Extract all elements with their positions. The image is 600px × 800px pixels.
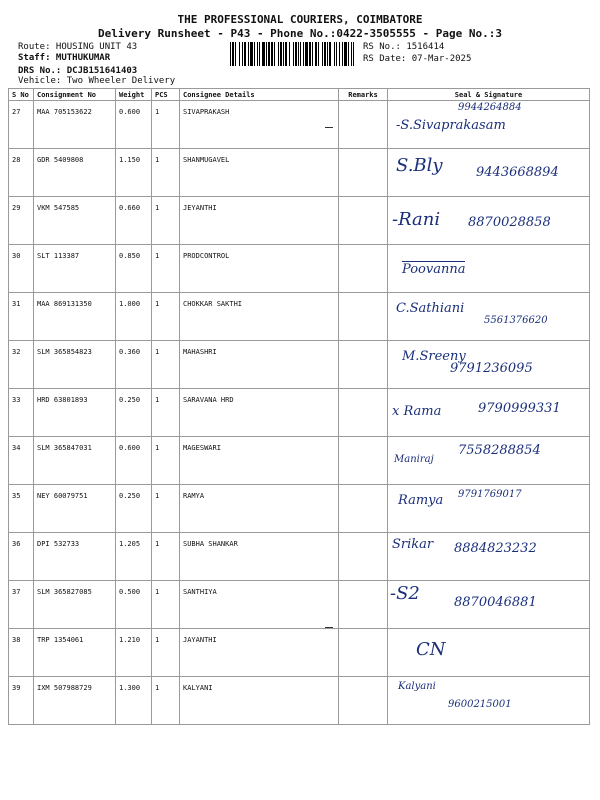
remarks-cell	[339, 245, 388, 293]
consignment-cell: TRP 1354061	[34, 629, 116, 677]
consignee-cell: SHANMUGAVEL	[180, 149, 339, 197]
sno-cell: 27	[9, 101, 34, 149]
consignee-cell: SARAVANA HRD	[180, 389, 339, 437]
pcs-cell: 1	[152, 581, 180, 629]
weight-cell: 0.600	[116, 437, 152, 485]
remarks-cell	[339, 437, 388, 485]
signature-phone: 9443668894	[476, 165, 559, 180]
signature-name: Ramya	[398, 493, 444, 508]
signature-cell	[388, 293, 590, 341]
consignee-cell: SANTHIYA	[180, 581, 339, 629]
remarks-cell	[339, 149, 388, 197]
signature-cell	[388, 629, 590, 677]
sno-cell: 32	[9, 341, 34, 389]
weight-cell: 1.205	[116, 533, 152, 581]
table-row	[9, 485, 590, 533]
drs-number: DRS No.: DCJB151641403	[18, 66, 138, 76]
pcs-cell: 1	[152, 533, 180, 581]
signature-name: S.Bly	[396, 155, 443, 176]
col-header-remarks: Remarks	[339, 89, 388, 101]
signature-phone: 5561376620	[484, 315, 548, 326]
weight-cell: 0.250	[116, 389, 152, 437]
sno-cell: 34	[9, 437, 34, 485]
consignee-cell: PRODCONTROL	[180, 245, 339, 293]
remarks-cell	[339, 581, 388, 629]
pcs-cell: 1	[152, 245, 180, 293]
consignment-cell: SLM 365847031	[34, 437, 116, 485]
table-row	[9, 437, 590, 485]
signature-name: M.Sreeny	[402, 349, 466, 364]
table-row	[9, 629, 590, 677]
vehicle-label: Vehicle: Two Wheeler Delivery	[18, 76, 176, 86]
signature-name: -S.Sivaprakasam	[396, 118, 506, 133]
signature-name: C.Sathiani	[396, 301, 465, 316]
table-row	[9, 149, 590, 197]
signature-cell	[388, 437, 590, 485]
weight-cell: 0.250	[116, 485, 152, 533]
signature-cell	[388, 341, 590, 389]
weight-cell: 0.500	[116, 581, 152, 629]
table-row	[9, 341, 590, 389]
signature-cell	[388, 389, 590, 437]
pcs-cell: 1	[152, 293, 180, 341]
pcs-cell: 1	[152, 101, 180, 149]
rs-date: RS Date: 07-Mar-2025	[363, 54, 472, 64]
signature-cell	[388, 101, 590, 149]
table-row	[9, 197, 590, 245]
signature-name: x Rama	[392, 404, 442, 419]
runsheet-table	[8, 88, 590, 725]
signature-cell	[388, 197, 590, 245]
consignment-cell: SLM 365827085	[34, 581, 116, 629]
signature-name: Srikar	[392, 537, 434, 552]
consignee-cell: MAHASHRI	[180, 341, 339, 389]
signature-phone: 9944264884	[458, 102, 522, 113]
remarks-cell	[339, 101, 388, 149]
sno-cell: 37	[9, 581, 34, 629]
pcs-cell: 1	[152, 389, 180, 437]
weight-cell: 1.150	[116, 149, 152, 197]
sno-cell: 39	[9, 677, 34, 725]
consignee-cell: RAMYA	[180, 485, 339, 533]
remarks-cell	[339, 485, 388, 533]
signature-cell	[388, 245, 590, 293]
consignee-cell: JEYANTHI	[180, 197, 339, 245]
sno-cell: 38	[9, 629, 34, 677]
remarks-cell	[339, 629, 388, 677]
sno-cell: 29	[9, 197, 34, 245]
weight-cell: 1.210	[116, 629, 152, 677]
weight-cell: 1.300	[116, 677, 152, 725]
pcs-cell: 1	[152, 341, 180, 389]
weight-cell: 1.000	[116, 293, 152, 341]
runsheet-subtitle: Delivery Runsheet - P43 - Phone No.:0422-3505555 - Page No.:3	[98, 27, 502, 40]
signature-phone: 9790999331	[478, 401, 561, 416]
consignee-cell: KALYANI	[180, 677, 339, 725]
weight-cell: 0.660	[116, 197, 152, 245]
pcs-cell: 1	[152, 629, 180, 677]
table-row	[9, 293, 590, 341]
sno-cell: 33	[9, 389, 34, 437]
signature-phone: 9791769017	[458, 489, 522, 500]
signature-phone: 8870046881	[454, 595, 537, 610]
pcs-cell: 1	[152, 197, 180, 245]
remarks-cell	[339, 677, 388, 725]
weight-cell: 0.360	[116, 341, 152, 389]
sno-cell: 30	[9, 245, 34, 293]
consignment-cell: MAA 705153622	[34, 101, 116, 149]
consignment-cell: VKM 547585	[34, 197, 116, 245]
staff-label: Staff: MUTHUKUMAR	[18, 53, 111, 63]
table-row	[9, 581, 590, 629]
consignee-cell: SIVAPRAKASH	[180, 101, 339, 149]
table-row	[9, 245, 590, 293]
col-header-sno: S No	[9, 89, 34, 101]
table-row	[9, 533, 590, 581]
signature-name: Kalyani	[398, 681, 436, 692]
signature-name: CN	[416, 639, 446, 660]
remarks-cell	[339, 293, 388, 341]
sno-cell: 31	[9, 293, 34, 341]
consignee-cell: CHOKKAR SAKTHI	[180, 293, 339, 341]
pcs-cell: 1	[152, 485, 180, 533]
barcode-image	[230, 42, 354, 66]
pcs-cell: 1	[152, 149, 180, 197]
signature-phone: 9600215001	[448, 699, 512, 710]
row-marker	[325, 127, 333, 128]
col-header-weight: Weight	[116, 89, 152, 101]
sno-cell: 36	[9, 533, 34, 581]
table-row	[9, 677, 590, 725]
consignment-cell: HRD 63801893	[34, 389, 116, 437]
consignment-cell: NEY 60079751	[34, 485, 116, 533]
signature-name: Maniraj	[394, 454, 434, 465]
table-header-row	[9, 89, 590, 101]
signature-phone: 9791236095	[450, 361, 533, 376]
route-label: Route: HOUSING UNIT 43	[18, 42, 138, 52]
table-row	[9, 101, 590, 149]
consignment-cell: DPI 532733	[34, 533, 116, 581]
rs-number: RS No.: 1516414	[363, 42, 445, 52]
weight-cell: 0.600	[116, 101, 152, 149]
consignee-cell: SUBHA SHANKAR	[180, 533, 339, 581]
col-header-signature: Seal & Signature	[388, 89, 590, 101]
signature-name: -S2	[390, 583, 420, 604]
signature-name: Poovanna	[402, 262, 466, 277]
table-row	[9, 389, 590, 437]
pcs-cell: 1	[152, 677, 180, 725]
signature-phone: 8884823232	[454, 541, 537, 556]
signature-cell	[388, 149, 590, 197]
signature-cell	[388, 485, 590, 533]
consignment-cell: GDR 5409808	[34, 149, 116, 197]
remarks-cell	[339, 533, 388, 581]
signature-phone: 7558288854	[458, 443, 541, 458]
consignee-cell: MAGESWARI	[180, 437, 339, 485]
signature-phone: 8870028858	[468, 215, 551, 230]
consignment-cell: SLT 113387	[34, 245, 116, 293]
remarks-cell	[339, 341, 388, 389]
consignment-cell: SLM 365854823	[34, 341, 116, 389]
weight-cell: 0.850	[116, 245, 152, 293]
signature-cell	[388, 533, 590, 581]
consignee-cell: JAYANTHI	[180, 629, 339, 677]
company-title: THE PROFESSIONAL COURIERS, COIMBATORE	[177, 13, 423, 26]
consignment-cell: IXM 507988729	[34, 677, 116, 725]
sno-cell: 28	[9, 149, 34, 197]
sno-cell: 35	[9, 485, 34, 533]
col-header-consignment: Consignment No	[34, 89, 116, 101]
pcs-cell: 1	[152, 437, 180, 485]
col-header-pcs: PCS	[152, 89, 180, 101]
signature-name: -Rani	[392, 209, 441, 230]
col-header-consignee: Consignee Details	[180, 89, 339, 101]
consignment-cell: MAA 869131350	[34, 293, 116, 341]
remarks-cell	[339, 389, 388, 437]
signature-cell	[388, 581, 590, 629]
row-marker	[325, 627, 333, 628]
signature-cell	[388, 677, 590, 725]
remarks-cell	[339, 197, 388, 245]
